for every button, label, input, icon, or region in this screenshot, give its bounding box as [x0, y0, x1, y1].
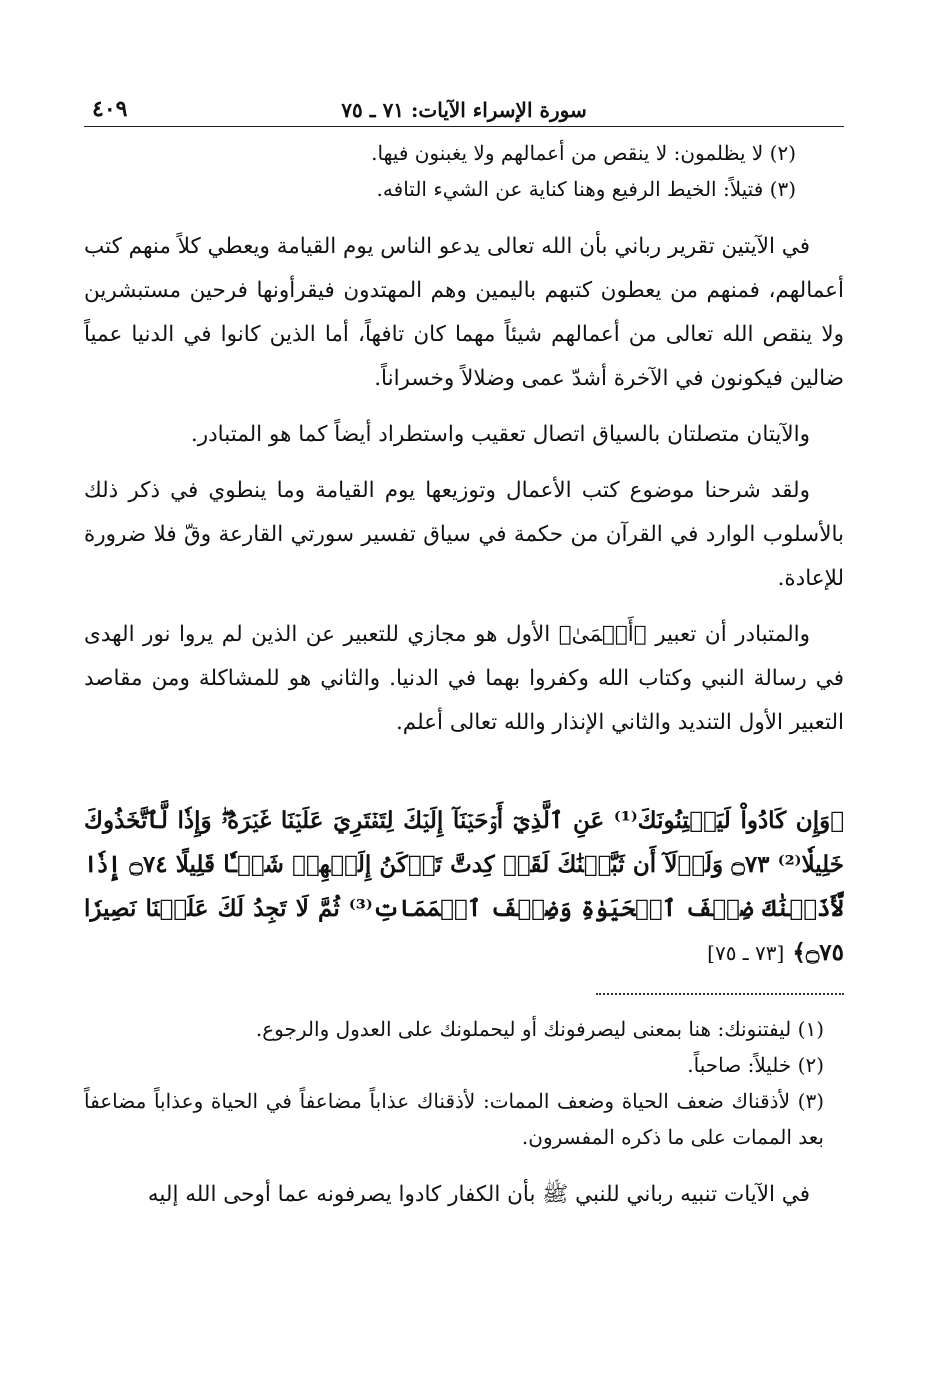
final-paragraph: في الآيات تنبيه رباني للنبي ﷺ بأن الكفار كادوا يصرفونه عما أوحى الله إليه [147, 1182, 810, 1207]
quran-verses [84, 799, 844, 975]
running-title: سورة الإسراء الآيات: ٧١ ـ ٧٥ [341, 98, 587, 122]
header-rule [84, 126, 844, 127]
paragraph-1: في الآيتين تقرير رباني بأن الله تعالى يدعو الناس يوم القيامة ويعطي كلاً منهم كتب أعمالهم، فمنهم من يعطون كتبهم باليمين وهم المهتدون فيقرأونها فرحين مستبشرين ولا ينقص الله تعالى من أعمالهم شيئاً مهما كان تافهاً، أما الذين كانوا في الدنيا عمياً ضالين فيكونون في الآخرة أشدّ عمى وضلالاً وخسراناً. [83, 234, 844, 391]
footnote-separator [596, 993, 844, 995]
footnote-3-top: (٣) فتيلاً: الخيط الرفيع وهنا كناية عن الشيء التافه. [376, 177, 796, 201]
top-footnotes [84, 135, 844, 207]
verse-reference: [٧٣ ـ ٧٥] [707, 941, 785, 965]
quran-text: ﴿وَإِن كَادُواْ لَيَفۡتِنُونَكَ⁽¹⁾ عَنِ ٱلَّذِيٓ أَوۡحَيۡنَآ إِلَيۡكَ لِتَفۡتَرِيَ عَلَيۡنَا غَيۡرَهُۥۖ وَإِذٗا لَّٱتَّخَذُوكَ خَلِيلٗا⁽²⁾ ۝٧٣ وَلَوۡلَآ أَن ثَبَّتۡنَٰكَ لَقَدۡ كِدتَّ تَرۡكَنُ إِلَيۡهِمۡ شَيۡـٔٗا قَلِيلًا ۝٧٤ إِذٗا لَّأَذَقۡنَٰكَ ضِعۡفَ ٱلۡحَيَوٰةِ وَضِعۡفَ ٱلۡمَمَاتِ⁽³⁾ ثُمَّ لَا تَجِدُ لَكَ عَلَيۡنَا نَصِيرٗا ۝٧٥﴾ [84, 807, 845, 966]
paragraph-3: ولقد شرحنا موضوع كتب الأعمال وتوزيعها يوم القيامة وما ينطوي في ذكر ذلك بالأسلوب الوارد في القرآن من حكمة في سياق تفسير سورتي القارعة وقّ فلا ضرورة للإعادة. [84, 478, 844, 591]
page-header [84, 92, 844, 126]
paragraph-2: والآيتان متصلتان بالسياق اتصال تعقيب واستطراد أيضاً كما هو المتبادر. [190, 422, 810, 447]
footnote-2: (٢) خليلاً: صاحباً. [687, 1053, 824, 1077]
footnote-1: (١) ليفتنونك: هنا بمعنى ليصرفونك أو ليحملونك على العدول والرجوع. [255, 1017, 824, 1041]
book-page [84, 92, 844, 1229]
paragraph-4: والمتبادر أن تعبير ﴿أَعۡمَىٰ﴾ الأول هو مجازي للتعبير عن الذين لم يروا نور الهدى في رسالة النبي وكتاب الله وكفروا بهما في الدنيا. والثاني هو للمشاكلة ومن مقاصد التعبير الأول التنديد والثاني الإنذار والله تعالى أعلم. [84, 622, 844, 735]
footnote-2-top: (٢) لا يظلمون: لا ينقص من أعمالهم ولا يغبنون فيها. [371, 141, 796, 165]
bottom-footnotes [84, 1011, 844, 1155]
footnote-3: (٣) لأذقناك ضعف الحياة وضعف الممات: لأذقناك عذاباً مضاعفاً في الحياة وعذاباً مضاعفاً بعد الممات على ما ذكره المفسرون. [84, 1089, 824, 1149]
page-number: ٤٠٩ [92, 96, 128, 122]
